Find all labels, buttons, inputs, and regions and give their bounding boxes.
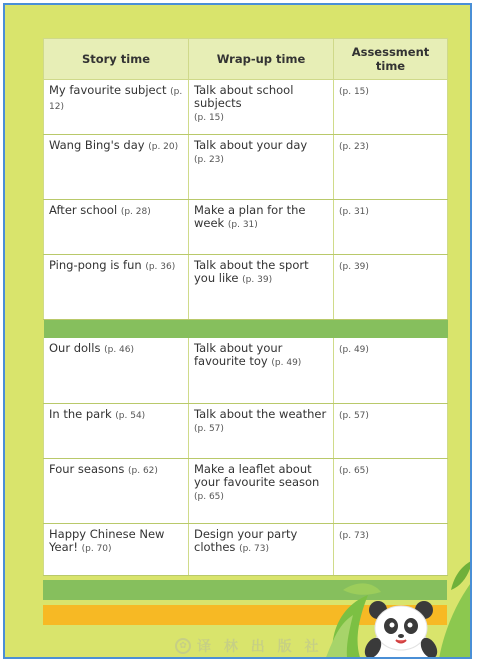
- publisher-name: 译 林 出 版 社: [197, 639, 323, 655]
- wrap-page: (p. 57): [194, 423, 224, 434]
- contents-table: [43, 38, 448, 576]
- wrap-cell: [189, 200, 334, 255]
- wrap-cell: [189, 80, 334, 135]
- publisher-watermark: [175, 635, 323, 657]
- panda-nose: [398, 634, 404, 638]
- page-frame: [3, 3, 472, 659]
- assess-page: (p. 73): [339, 530, 369, 541]
- header-assessment-time: Assessment time: [334, 39, 448, 80]
- assess-page: (p. 65): [339, 465, 369, 476]
- wrap-title: Design your party clothes: [194, 526, 298, 554]
- leaf-shape: [438, 580, 472, 659]
- wrap-title: Talk about your favourite toy: [194, 341, 283, 368]
- table-header-row: [44, 39, 448, 80]
- wrap-title: Talk about the weather: [194, 406, 327, 421]
- wrap-title: Make a leaflet about your favourite season: [194, 461, 320, 489]
- story-page: (p. 62): [128, 465, 158, 476]
- panda-eye: [408, 623, 413, 628]
- story-page: (p. 28): [120, 207, 151, 217]
- story-cell: [44, 403, 189, 458]
- wrap-page: (p. 39): [242, 275, 273, 285]
- assess-cell: [334, 338, 448, 403]
- story-title: Wang Bing's day: [49, 138, 145, 152]
- section-divider-band: [44, 320, 448, 339]
- wrap-cell: [189, 135, 334, 200]
- assess-cell: [334, 458, 448, 523]
- assess-page: (p. 23): [339, 142, 369, 152]
- wrap-title: Talk about the sport you like: [194, 258, 309, 285]
- wrap-title: Talk about school subjects: [194, 83, 294, 110]
- assess-cell: [334, 200, 448, 255]
- story-cell: [44, 135, 189, 200]
- wrap-page: (p. 65): [194, 491, 224, 502]
- section-divider: [44, 320, 448, 339]
- wrap-cell: [189, 523, 334, 575]
- story-title: Four seasons: [49, 461, 125, 476]
- assess-cell: [334, 255, 448, 320]
- story-page: (p. 54): [115, 410, 146, 421]
- story-page: (p. 70): [81, 543, 112, 554]
- table-row: [44, 135, 448, 200]
- story-title: In the park: [49, 406, 112, 421]
- table-row: [44, 80, 448, 135]
- story-cell: [44, 458, 189, 523]
- panda-eye: [390, 623, 395, 628]
- wrap-page: (p. 49): [271, 358, 302, 368]
- assess-page: (p. 31): [339, 207, 369, 217]
- wrap-title: Talk about your day: [194, 138, 308, 152]
- story-cell: [44, 80, 189, 135]
- story-title: My favourite subject: [49, 83, 167, 97]
- assess-page: (p. 49): [339, 345, 369, 355]
- leaf-shape: [343, 583, 381, 594]
- assess-page: (p. 39): [339, 262, 369, 272]
- leaf-shape: [451, 560, 472, 590]
- wrap-page: (p. 15): [194, 113, 224, 123]
- panda-mouth: [396, 640, 406, 643]
- story-page: (p. 36): [145, 262, 176, 272]
- header-story-time: Story time: [44, 39, 189, 80]
- story-page: (p. 20): [148, 142, 179, 152]
- assess-cell: [334, 135, 448, 200]
- story-page: (p. 12): [49, 87, 183, 112]
- table-row: [44, 200, 448, 255]
- panda-illustration: [323, 550, 472, 659]
- story-title: Ping-pong is fun: [49, 258, 142, 272]
- story-title: After school: [49, 203, 118, 217]
- story-cell: [44, 255, 189, 320]
- table-row: [44, 338, 448, 403]
- story-cell: [44, 200, 189, 255]
- story-title: Our dolls: [49, 341, 101, 355]
- wrap-cell: [189, 255, 334, 320]
- wrap-page: (p. 73): [239, 543, 269, 554]
- assess-cell: [334, 403, 448, 458]
- assess-page: (p. 15): [339, 87, 369, 97]
- assess-page: (p. 57): [339, 410, 369, 421]
- assess-cell: [334, 80, 448, 135]
- contents-table-wrap: [43, 38, 447, 576]
- story-cell: [44, 338, 189, 403]
- wrap-page: (p. 31): [227, 220, 258, 230]
- story-cell: [44, 523, 189, 575]
- table-row: [44, 255, 448, 320]
- table-row: [44, 403, 448, 458]
- story-page: (p. 46): [104, 345, 135, 355]
- wrap-cell: [189, 458, 334, 523]
- wrap-page: (p. 23): [194, 155, 224, 165]
- header-wrap-up-time: Wrap-up time: [189, 39, 334, 80]
- wrap-cell: [189, 403, 334, 458]
- publisher-logo-icon: ✿: [175, 638, 191, 654]
- story-title: Happy Chinese New Year!: [49, 526, 165, 554]
- wrap-cell: [189, 338, 334, 403]
- wrap-title: Make a plan for the week: [194, 203, 306, 230]
- table-row: [44, 458, 448, 523]
